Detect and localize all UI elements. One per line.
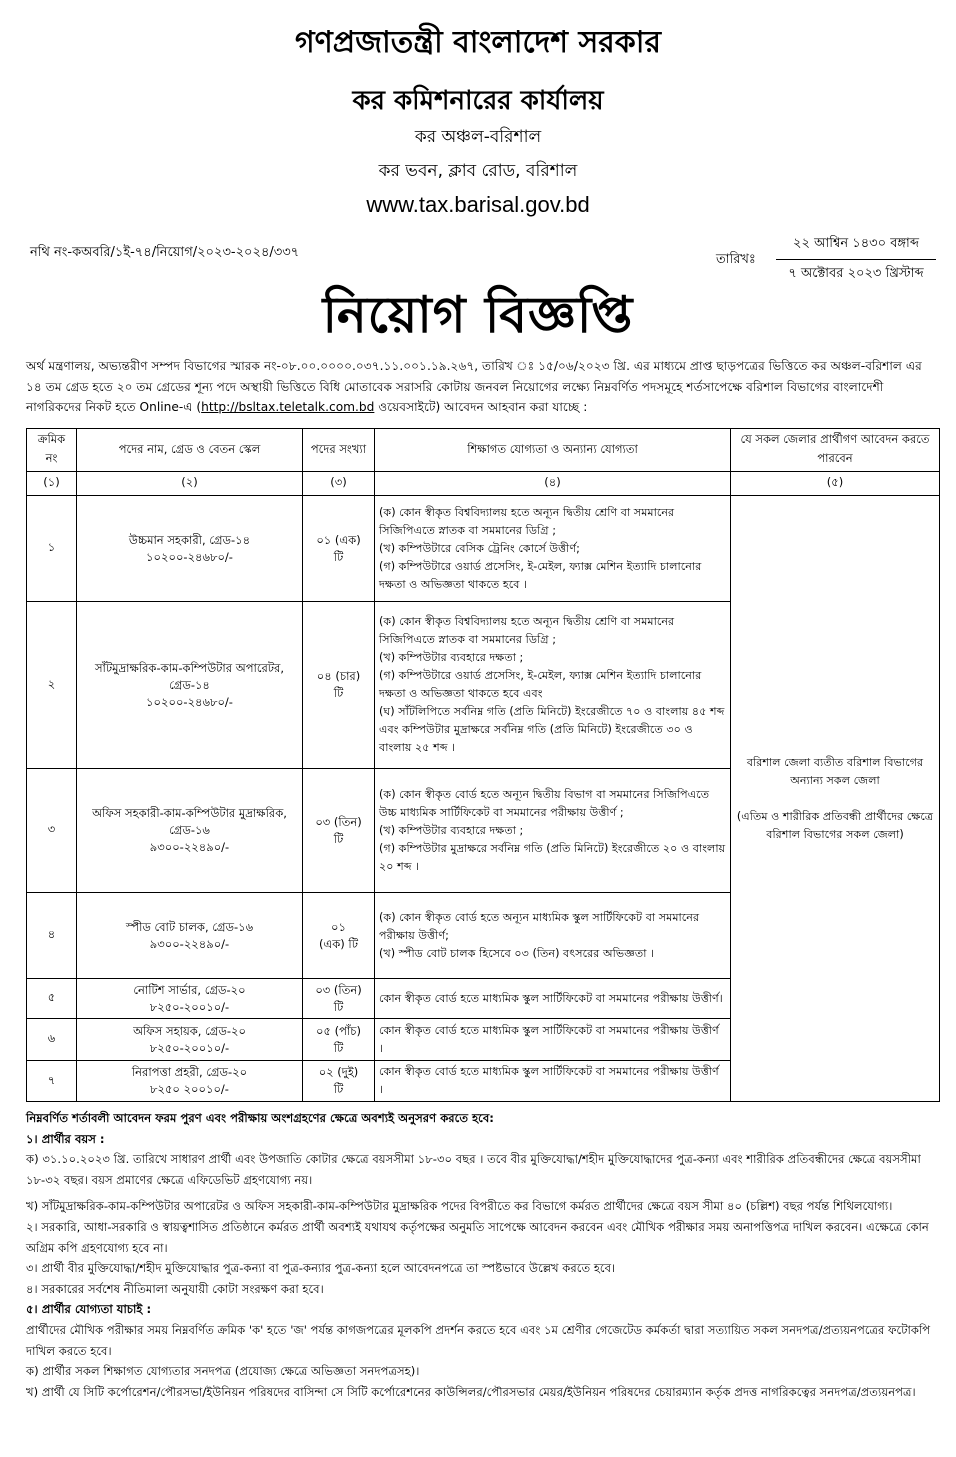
post-count: ০৩ (তিন) (315, 982, 362, 997)
post-name: উচ্চমান সহকারী, গ্রেড-১৪ (128, 532, 251, 547)
eligible-districts: বরিশাল জেলা ব্যতীত বরিশাল বিভাগের অন্যান্য সকল জেলা (746, 755, 924, 787)
post-count-unit: টি (333, 831, 344, 846)
qualification-cell (375, 602, 731, 769)
website-link[interactable]: www.tax.barisal.gov.bd (366, 192, 590, 217)
date-english: ৭ অক্টোবর ২০২৩ খ্রিস্টাব্দ (788, 266, 924, 281)
post-count-unit: টি (333, 686, 344, 700)
header-post: পদের নাম, গ্রেড ও বেতন স্কেল (77, 429, 303, 472)
serial-cell: ২ (27, 602, 77, 769)
serial-cell: ৫ (27, 979, 77, 1019)
pay-scale: ৮২৫০-২০০১০/- (149, 1040, 230, 1055)
pay-scale: ১০২০০-২৪৬৮০/- (146, 549, 233, 564)
count-cell (303, 769, 375, 893)
pay-scale: ৯৩০০-২২৪৯০/- (149, 840, 230, 854)
condition-5-text: প্রার্থীদের মৌখিক পরীক্ষার সময় নিম্নবর্ণিত ক্রমিক 'ক' হতে 'জ' পর্যন্ত কাগজপত্রের মূলকপি প্রদর্শন করতে হবে এবং ১ম শ্রেণীর গেজেটেড কর্মকর্তা দ্বারা সত্যায়িত সকল সনদপত্র/প্রত্যয়নপত্রের ফটোকপি দাখিল করতে হবে। (26, 1322, 931, 1358)
column-number: (৪) (375, 472, 731, 496)
post-count-unit: টি (333, 1082, 344, 1096)
count-cell (303, 1019, 375, 1061)
pay-scale: ৯৩০০-২২৪৯০/- (149, 936, 230, 951)
post-cell (77, 1061, 303, 1102)
qualification-item: (গ) কম্পিউটারে ওয়ার্ড প্রসেসিং, ই-মেইল, ফ্যাক্স মেশিন ইত্যাদি চালানোর দক্ষতা ও অভিজ্ঞতা থাকতে হবে এবং (379, 669, 702, 700)
districts-cell (731, 496, 940, 1102)
condition-1a: ক) ৩১.১০.২০২৩ খ্রি. তারিখে সাধারণ প্রার্থী এবং উপজাতি কোটার ক্ষেত্রে বয়সসীমা ১৮-৩০ বছর । তবে বীর মুক্তিযোদ্ধা/শহীদ মুক্তিযোদ্ধাদের পুত্র-কন্যা এবং শারীরিক প্রতিবন্ধীদের ক্ষেত্রে বয়সসীমা ১৮-৩২ বছর। বয়স প্রমাণের ক্ষেত্রে এফিডেভিট গ্রহণযোগ্য নয়। (26, 1152, 921, 1187)
vacancy-table (26, 428, 940, 1102)
column-number: (২) (77, 472, 303, 496)
column-number: (৩) (303, 472, 375, 496)
post-name: অফিস সহায়ক, গ্রেড-২০ (133, 1023, 246, 1038)
column-number: (১) (27, 472, 77, 496)
count-cell (303, 893, 375, 979)
condition-5-title: ৫। প্রার্থীর যোগ্যতা যাচাই : (26, 1302, 152, 1317)
post-cell (77, 893, 303, 979)
pay-scale: ১০২০০-২৪৬৮০/- (146, 694, 233, 709)
serial-cell: ৩ (27, 769, 77, 893)
post-name: সাঁটমুদ্রাক্ষরিক-কাম-কম্পিউটার অপারেটর, গ্রেড-১৪ (94, 660, 285, 692)
post-cell (77, 1019, 303, 1061)
conditions-heading: নিম্নবর্ণিত শর্তাবলী আবেদন ফরম পুরণ এবং পরীক্ষায় অংশগ্রহণের ক্ষেত্রে অবশ্যই অনুসরণ করতে হবে: (26, 1111, 494, 1125)
post-count: ০৩ (তিন) (315, 814, 362, 829)
qualification-item: (খ) স্পীড বোট চালক হিসেবে ০৩ (তিন) বৎসরের অভিজ্ঞতা । (379, 946, 655, 960)
post-cell (77, 602, 303, 769)
post-count-unit: টি (333, 549, 344, 564)
qualification-item: কোন স্বীকৃত বোর্ড হতে মাধ্যমিক স্কুল সার্টিফিকেট বা সমমানের পরীক্ষায় উত্তীর্ণ । (379, 1023, 719, 1055)
condition-5b: খ) প্রার্থী যে সিটি কর্পোরেশন/পৌরসভা/ইউনিয়ন পরিষদের বাসিন্দা সে সিটি কর্পোরেশনের কাউন্সিলর/পৌরসভার মেয়র/ইউনিয়ন পরিষদের চেয়ারম্যান কর্তৃক প্রদত্ত নাগরিকত্বের সনদপত্র/প্রত্যয়নপত্র। (26, 1384, 916, 1399)
qualification-item: (গ) কম্পিউটারে ওয়ার্ড প্রসেসিং, ই-মেইল, ফ্যাক্স মেশিন ইত্যাদি চালানোর দক্ষতা ও অভিজ্ঞতা থাকতে হবে । (379, 559, 702, 591)
post-cell (77, 979, 303, 1019)
post-count: ০১ (331, 919, 346, 934)
post-count: ০৪ (চার) (316, 669, 361, 683)
count-cell (303, 602, 375, 769)
condition-5a: ক) প্রার্থীর সকল শিক্ষাগত যোগ্যতার সনদপত্র (প্রযোজ্য ক্ষেত্রে অভিজ্ঞতা সনদপত্রসহ)। (26, 1364, 420, 1379)
condition-3: ৩। প্রার্থী বীর মুক্তিযোদ্ধা/শহীদ মুক্তিযোদ্ধার পুত্র-কন্যা বা পুত্র-কন্যার পুত্র-কন্যা হলে আবেদনপত্রে তা স্পষ্টভাবে উল্লেখ করতে হবে। (26, 1261, 616, 1276)
qualification-item: (ক) কোন স্বীকৃত বিশ্ববিদ্যালয় হতে অন্যূন দ্বিতীয় শ্রেণি বা সমমানের সিজিপিএতে স্নাতক বা সমমানের ডিগ্রি ; (379, 505, 675, 537)
qualification-cell (375, 1019, 731, 1061)
conditions-section (26, 1108, 938, 1402)
intro-text-1: অর্থ মন্ত্রণালয়, অভ্যন্তরীণ সম্পদ বিভাগের স্মারক নং-০৮.০০.০০০০.০৩৭.১১.০০১.১৯.২৬৭, তারিখ ঃ ১৫/০৬/২০২৩ খ্রি. এর মাধ্যমে প্রাপ্ত ছাড়পত্রের ভিত্তিতে কর অঞ্চল-বরিশাল এর ১৪ তম গ্রেড হতে ২০ তম গ্রেডের শূন্য পদে অস্থায়ী ভিত্তিতে বিধি মোতাবেক সরাসরি কোটায় জনবল নিয়োগের লক্ষ্যে নিম্নবর্ণিত পদসমূহে শর্তসাপেক্ষে বরিশাল বিভাগের বাংলাদেশী নাগরিকদের নিকট হতে Online-এ ( (26, 359, 922, 414)
serial-cell: ৪ (27, 893, 77, 979)
pay-scale: ৮২৫০ ২০০১০/- (150, 1082, 229, 1096)
eligible-districts-note: (এতিম ও শারীরিক প্রতিবন্ধী প্রার্থীদের ক্ষেত্রে বরিশাল বিভাগের সকল জেলা) (736, 809, 934, 841)
qualification-item: (ক) কোন স্বীকৃত বিশ্ববিদ্যালয় হতে অন্যূন দ্বিতীয় শ্রেণি বা সমমানের সিজিপিএতে স্নাতক বা সমমানের ডিগ্রি ; (379, 615, 675, 646)
column-number-row (27, 472, 940, 496)
post-count: ০১ (এক) (316, 532, 361, 547)
table-header-row (27, 429, 940, 472)
qualification-item: কোন স্বীকৃত বোর্ড হতে মাধ্যমিক স্কুল সার্টিফিকেট বা সমমানের পরীক্ষায় উত্তীর্ণ । (379, 1065, 719, 1096)
post-name: স্পীড বোট চালক, গ্রেড-১৬ (125, 919, 254, 934)
serial-cell: ৭ (27, 1061, 77, 1102)
post-name: নোটিশ সার্ভার, গ্রেড-২০ (133, 982, 246, 997)
post-count-unit: টি (333, 1040, 344, 1055)
header-serial: ক্রমিক নং (27, 429, 77, 472)
qualification-item: (খ) কম্পিউটার ব্যবহারে দক্ষতা ; (379, 823, 524, 837)
memo-number: নথি নং-কঅবরি/১ই-৭৪/নিয়োগ/২০২৩-২০২৪/৩৩৭ (30, 245, 300, 260)
qualification-item: (খ) কম্পিউটারে বেসিক ট্রেনিং কোর্সে উত্তীর্ণ; (379, 541, 580, 555)
qualification-item: কোন স্বীকৃত বোর্ড হতে মাধ্যমিক স্কুল সার্টিফিকেট বা সমমানের পরীক্ষায় উত্তীর্ণ। (379, 991, 723, 1005)
condition-4: ৪। সরকারের সর্বশেষ নীতিমালা অনুযায়ী কোটা সংরক্ষণ করা হবে। (26, 1281, 324, 1296)
qualification-item: (ঘ) সাঁটলিপিতে সর্বনিম্ন গতি (প্রতি মিনিটে) ইংরেজীতে ৭০ ও বাংলায় ৪৫ শব্দ এবং কম্পিউটার মুদ্রাক্ষরে সর্বনিম্ন গতি (প্রতি মিনিটে) ইংরেজীতে ৩০ ও বাংলায় ২৫ শব্দ । (379, 705, 725, 754)
qualification-cell (375, 1061, 731, 1102)
notice-title: নিয়োগ বিজ্ঞপ্তি (322, 286, 634, 344)
header-count: পদের সংখ্যা (303, 429, 375, 472)
office-address: কর ভবন, ক্লাব রোড, বরিশাল (378, 161, 578, 181)
count-cell (303, 496, 375, 602)
date-bangla: ২২ আশ্বিন ১৪৩০ বঙ্গাব্দ (776, 232, 936, 260)
count-cell (303, 979, 375, 1019)
apply-link[interactable]: http://bsltax.teletalk.com.bd (201, 400, 375, 414)
header-qualification: শিক্ষাগত যোগ্যতা ও অন্যান্য যোগ্যতা (375, 429, 731, 472)
post-cell (77, 769, 303, 893)
office-title: কর কমিশনারের কার্যালয় (352, 86, 604, 116)
date-label: তারিখঃ (716, 252, 756, 267)
tax-zone: কর অঞ্চল-বরিশাল (414, 127, 542, 147)
post-count: ০২ (দুই) (318, 1065, 359, 1079)
post-name: নিরাপত্তা প্রহরী, গ্রেড-২০ (131, 1065, 248, 1079)
qualification-item: (গ) কম্পিউটার মুদ্রাক্ষরে সর্বনিম্ন গতি (প্রতি মিনিটে) ইংরেজীতে ২০ ও বাংলায় ২০ শব্দ । (379, 841, 726, 873)
post-name: অফিস সহকারী-কাম-কম্পিউটার মুদ্রাক্ষরিক, গ্রেড-১৬ (92, 806, 287, 837)
qualification-cell (375, 769, 731, 893)
pay-scale: ৮২৫০-২০০১০/- (149, 999, 230, 1014)
condition-1-title: ১। প্রার্থীর বয়স : (26, 1131, 105, 1146)
qualification-item: (ক) কোন স্বীকৃত বোর্ড হতে অন্যূন দ্বিতীয় বিভাগ বা সমমানের সিজিপিএতে উচ্চ মাধ্যমিক সার্টিফিকেট বা সমমানের পরীক্ষায় উত্তীর্ণ ; (379, 787, 710, 819)
table-row (27, 496, 940, 602)
post-cell (77, 496, 303, 602)
serial-cell: ৬ (27, 1019, 77, 1061)
column-number: (৫) (731, 472, 940, 496)
qualification-cell (375, 893, 731, 979)
post-count-unit: (এক) টি (319, 936, 358, 951)
condition-2: ২। সরকারি, আধা-সরকারি ও স্বায়ত্বশাসিত প্রতিষ্ঠানে কর্মরত প্রার্থী অবশ্যই যথাযথ কর্তৃপক্ষের অনুমতি সাপেক্ষে আবেদন করবেন এবং মৌখিক পরীক্ষার সময় অনাপত্তিপত্র দাখিল করবেন। এক্ষেত্রে কোন অগ্রিম কপি গ্রহণযোগ্য হবে না। (26, 1219, 929, 1255)
qualification-cell (375, 979, 731, 1019)
government-title: গণপ্রজাতন্ত্রী বাংলাদেশ সরকার (295, 25, 661, 60)
header-districts: যে সকল জেলার প্রার্থীগণ আবেদন করতে পারবেন (731, 429, 940, 472)
condition-1b: খ) সাঁটমুদ্রাক্ষরিক-কাম-কম্পিউটার অপারেটর ও অফিস সহকারী-কাম-কম্পিউটার মুদ্রাক্ষরিক পদের বিপরীতে কর বিভাগে কর্মরত প্রার্থীদের ক্ষেত্রে বয়স সীমা ৪০ (চল্লিশ) বছর পর্যন্ত শিথিলযোগ্য। (26, 1199, 893, 1214)
qualification-cell (375, 496, 731, 602)
qualification-item: (ক) কোন স্বীকৃত বোর্ড হতে অন্যূন মাধ্যমিক স্কুল সার্টিফিকেট বা সমমানের পরীক্ষায় উত্তীর্ণ; (379, 910, 700, 942)
count-cell (303, 1061, 375, 1102)
intro-text-2: ওয়েবসাইটে) আবেদন আহবান করা যাচ্ছে : (374, 400, 588, 414)
post-count: ০৫ (পাঁচ) (316, 1023, 361, 1038)
serial-cell: ১ (27, 496, 77, 602)
intro-paragraph (26, 356, 938, 418)
post-count-unit: টি (333, 999, 344, 1014)
qualification-item: (খ) কম্পিউটার ব্যবহারে দক্ষতা ; (379, 651, 524, 664)
